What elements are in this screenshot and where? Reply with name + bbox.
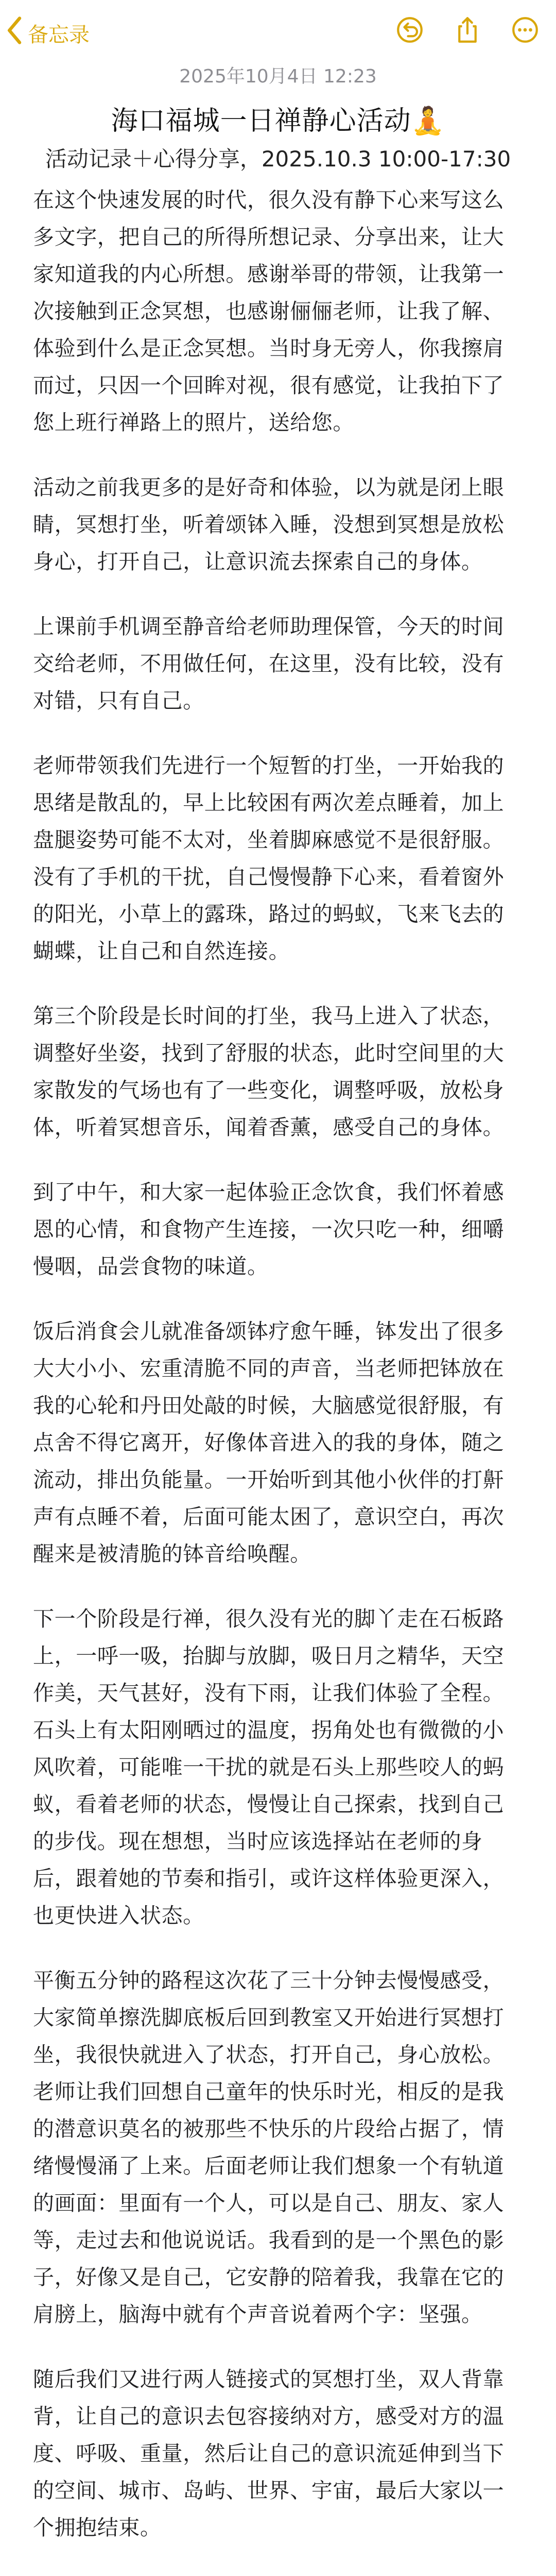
more-icon[interactable]	[510, 14, 541, 45]
chevron-left-icon	[5, 15, 25, 50]
note-paragraph: 老师带领我们先进行一个短暂的打坐，一开始我的思绪是散乱的，早上比较困有两次差点睡着，加上盘腿姿势可能不太对，坐着脚麻感觉不是很舒服。没有了手机的干扰，自己慢慢静下心来，看着窗外的阳光，小草上的露珠，路过的蚂蚁，飞来飞去的蝴蝶，让自己和自然连接。	[33, 753, 505, 963]
note-body[interactable]	[33, 181, 525, 2576]
note-title: 海口福城一日禅静心活动🧘	[111, 106, 445, 137]
back-label: 备忘录	[28, 23, 90, 47]
note-paragraph: 下一个阶段是行禅，很久没有光的脚丫走在石板路上，一呼一吸，抬脚与放脚，吸日月之精华，天空作美，天气甚好，没有下雨，让我们体验了全程。石头上有太阳刚晒过的温度，拐角处也有微微的小风吹着，可能唯一干扰的就是石头上那些咬人的蚂蚁，看着老师的状态，慢慢让自己探索，找到自己的步伐。现在想想，当时应该选择站在老师的身后，跟着她的节奏和指引，或许这样体验更深入，也更快进入状态。	[33, 1606, 505, 1928]
note-paragraph: 第三个阶段是长时间的打坐，我马上进入了状态，调整好坐姿，找到了舒服的状态，此时空间里的大家散发的气场也有了一些变化，调整呼吸，放松身体，听着冥想音乐，闻着香薰，感受自己的身体。	[33, 1004, 505, 1140]
note-paragraph: 随后我们又进行两人链接式的冥想打坐，双人背靠背，让自己的意识去包容接纳对方，感受对方的温度、呼吸、重量，然后让自己的意识流延伸到当下的空间、城市、岛屿、世界、宇宙，最后大家以一个拥抱结束。	[33, 2367, 505, 2540]
note-paragraph: 在这个快速发展的时代，很久没有静下心来写这么多文字，把自己的所得所想记录、分享出来，让大家知道我的内心所想。感谢举哥的带领，让我第一次接触到正念冥想，也感谢俪俪老师，让我了解、体验到什么是正念冥想。当时身无旁人，你我擦肩而过，只因一个回眸对视，很有感觉，让我拍下了您上班行禅路上的照片，送给您。	[33, 188, 505, 435]
note-paragraph: 饭后消食会儿就准备颂钵疗愈午睡，钵发出了很多大大小小、宏重清脆不同的声音，当老师把钵放在我的心轮和丹田处敲的时候，大脑感觉很舒服，有点舍不得它离开，好像体音进入的我的身体，随之流动，排出负能量。一开始听到其他小伙伴的打鼾声有点睡不着，后面可能太困了，意识空白，再次醒来是被清脆的钵音给唤醒。	[33, 1319, 505, 1566]
note-date: 2025年10月4日 12:23	[179, 66, 377, 87]
undo-icon[interactable]	[394, 14, 425, 45]
note-paragraph: 上课前手机调至静音给老师助理保管，今天的时间交给老师，不用做任何，在这里，没有比较，没有对错，只有自己。	[33, 614, 505, 713]
note-paragraph: 到了中午，和大家一起体验正念饮食，我们怀着感恩的心情，和食物产生连接，一次只吃一种，细嚼慢咽，品尝食物的味道。	[33, 1180, 505, 1279]
note-paragraph	[33, 2574, 525, 2576]
top-toolbar	[0, 0, 556, 62]
note-paragraph: 平衡五分钟的路程这次花了三十分钟去慢慢感受，大家简单擦洗脚底板后回到教室又开始进行冥想打坐，我很快就进入了状态，打开自己，身心放松。老师让我们回想自己童年的快乐时光，相反的是我的潜意识莫名的被那些不快乐的片段给占据了，情绪慢慢涌了上来。后面老师让我们想象一个有轨道的画面：里面有一个人，可以是自己、朋友、家人等，走过去和他说说话。我看到的是一个黑色的影子，好像又是自己，它安静的陪着我，我靠在它的肩膀上，脑海中就有个声音说着两个字：坚强。	[33, 1968, 505, 2327]
note-paragraph: 活动之前我更多的是好奇和体验，以为就是闭上眼睛，冥想打坐，听着颂钵入睡，没想到冥想是放松身心，打开自己，让意识流去探索自己的身体。	[33, 475, 505, 574]
note-subtitle: 活动记录＋心得分享，2025.10.3 10:00-17:30	[45, 146, 511, 172]
share-icon[interactable]	[452, 14, 483, 45]
back-button[interactable]	[5, 15, 90, 50]
